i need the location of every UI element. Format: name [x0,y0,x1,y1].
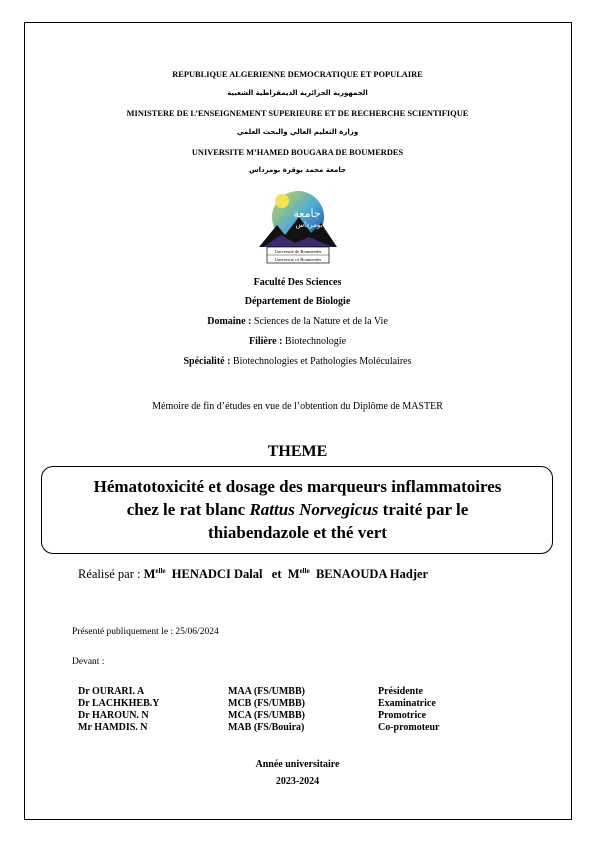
republic-fr: REPUBLIQUE ALGERIENNE DEMOCRATIQUE ET POPULAIRE [172,70,423,79]
title-line-3: thiabendazole et thé vert [208,523,387,542]
logo-arabic-1: جامعة [293,207,321,220]
author2-name: BENAOUDA Hadjer [309,567,429,582]
devant-label: Devant : [72,657,105,667]
title-line-2-post: traité par le [378,500,469,519]
author1-name: HENADCI Dalal [165,567,263,582]
jury-grade: MAA (FS/UMBB) [228,686,305,697]
author1-title-sup: elle [155,567,166,575]
ministry-ar: وزارة التعليم العالي والبحث العلمي [236,128,359,136]
title-line-1: Hématotoxicité et dosage des marqueurs inflammatoires [93,477,502,496]
jury-name: Dr LACHKHEB.Y [78,698,160,709]
republic-ar: الجمهورية الجزائرية الديمقراطية الشعبية [227,89,368,97]
logo-caption-1: Université de Boumerdes [274,249,322,254]
jury-role: Promotrice [378,710,427,721]
presentation-date: Présenté publiquement le : 25/06/2024 [72,627,219,637]
theme-label: THEME [267,443,328,460]
academic-year-label: Année universitaire [255,759,340,770]
authors-label: Réalisé par : [78,567,144,582]
department-name: Département de Biologie [244,296,351,307]
jury-role: Examinatrice [378,698,436,709]
title-line-2-pre: chez le rat blanc [126,500,250,519]
specialite-value: Biotechnologies et Pathologies Moléculaires [230,356,412,367]
jury-role: Présidente [378,686,423,697]
author2-title: M [287,567,300,582]
jury-grade: MCA (FS/UMBB) [228,710,305,721]
university-fr: UNIVERSITE M’HAMED BOUGARA DE BOUMERDES [191,148,404,157]
jury-name: Mr HAMDIS. N [78,722,148,733]
logo-arabic-2: بومرداس [295,221,323,229]
filiere-value: Biotechnologie [282,336,347,347]
author1-title: M [143,567,156,582]
species-name: Rattus Norvegicus [249,500,379,519]
domain-line [0,316,595,327]
faculty-name: Faculté Des Sciences [253,277,342,288]
jury-grade: MAB (FS/Bouira) [228,722,305,733]
specialite-label: Spécialité : [183,356,231,367]
authors-line [78,567,428,582]
filiere-line [0,336,595,347]
filiere-label: Filière : [248,336,283,347]
academic-year-value: 2023-2024 [275,776,320,787]
jury-name: Dr HAROUN. N [78,710,149,721]
ministry-fr: MINISTERE DE L’ENSEIGNEMENT SUPERIEURE ET DE RECHERCHE SCIENTIFIQUE [126,109,469,118]
memoire-text: Mémoire de fin d’études en vue de l’obtention du Diplôme de MASTER [152,401,443,412]
domain-label: Domaine : [207,316,252,327]
jury-grade: MCB (FS/UMBB) [228,698,305,709]
jury-role: Co-promoteur [378,722,440,733]
university-logo [251,187,345,265]
title-line-2 [0,500,595,520]
specialite-line [0,356,595,367]
author2-title-sup: elle [299,567,310,575]
jury-name: Dr OURARI. A [78,686,145,697]
logo-caption-2: University of Boumerdes [274,257,322,262]
university-ar: جامعة محمد بوقرة بومرداس [248,166,347,174]
authors-conj: et [262,567,288,582]
domain-value: Sciences de la Nature et de la Vie [251,316,388,327]
